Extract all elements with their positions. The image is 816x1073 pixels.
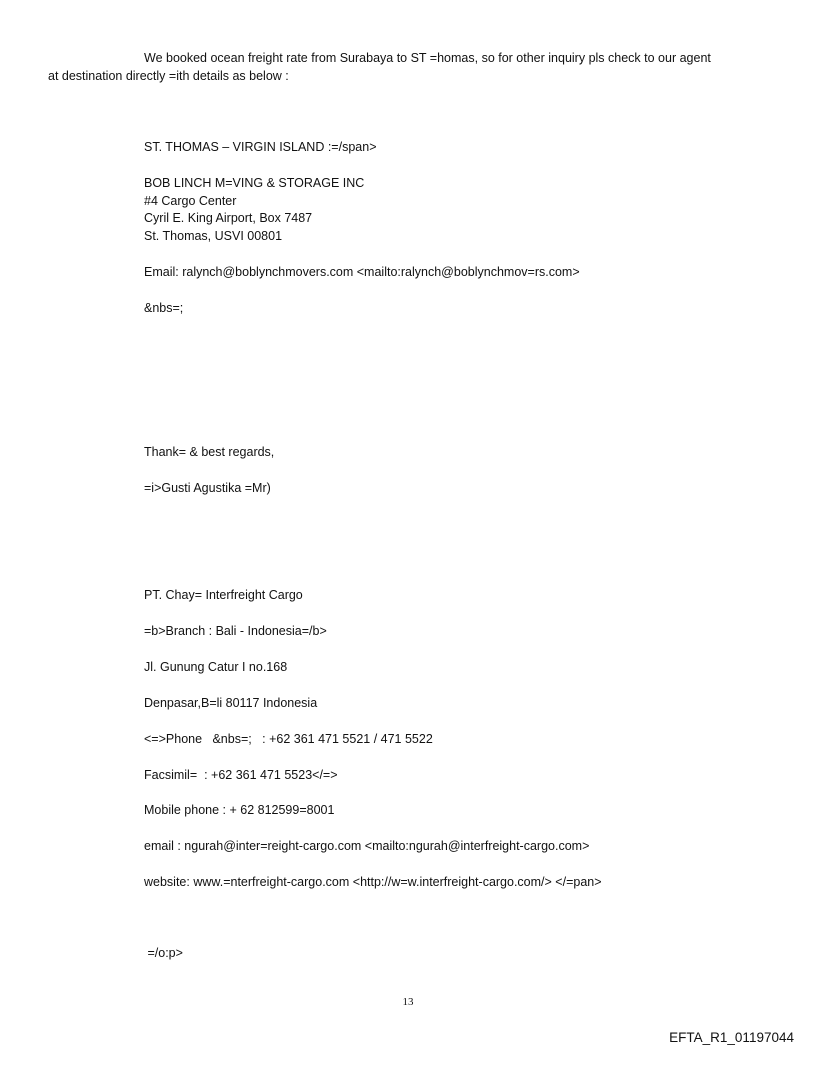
agent-heading: ST. THOMAS – VIRGIN ISLAND :=/span> <box>144 140 377 154</box>
signature-website: website: www.=nterfreight-cargo.com <http://w=w.interfreight-cargo.com/> </=pan> <box>144 875 602 889</box>
page-number: 13 <box>402 996 414 1008</box>
sender-name: =i>Gusti Agustika =Mr) <box>144 481 271 495</box>
closing-thanks: Thank= & best regards, <box>144 445 275 459</box>
signature-fax: Facsimil= : +62 361 471 5523</=> <box>144 768 338 782</box>
signature-mobile: Mobile phone : + 62 812599=8001 <box>144 803 335 817</box>
signature-city: Denpasar,B=li 80117 Indonesia <box>144 696 318 710</box>
intro-line-2: at destination directly =ith details as below : <box>48 69 289 83</box>
agent-nbsp: &nbs=; <box>144 301 184 315</box>
signature-phone: <=>Phone &nbs=; : +62 361 471 5521 / 471 5522 <box>144 732 433 746</box>
agent-address-line-1: #4 Cargo Center <box>144 194 237 208</box>
signature-street: Jl. Gunung Catur I no.168 <box>144 660 288 674</box>
agent-company: BOB LINCH M=VING & STORAGE INC <box>144 176 365 190</box>
agent-address-line-3: St. Thomas, USVI 00801 <box>144 229 283 243</box>
document-id: EFTA_R1_01197044 <box>669 1030 794 1045</box>
intro-line-1: We booked ocean freight rate from Surabaya to ST =homas, so for other inquiry pls check to our agent <box>144 51 711 65</box>
signature-email: email : ngurah@inter=reight-cargo.com <mailto:ngurah@interfreight-cargo.com> <box>144 839 590 853</box>
signature-trailer: =/o:p> <box>144 946 183 960</box>
signature-company: PT. Chay= Interfreight Cargo <box>144 588 303 602</box>
signature-branch: =b>Branch : Bali - Indonesia=/b> <box>144 624 327 638</box>
agent-address-line-2: Cyril E. King Airport, Box 7487 <box>144 211 313 225</box>
agent-email: Email: ralynch@boblynchmovers.com <mailto:ralynch@boblynchmov=rs.com> <box>144 265 580 279</box>
